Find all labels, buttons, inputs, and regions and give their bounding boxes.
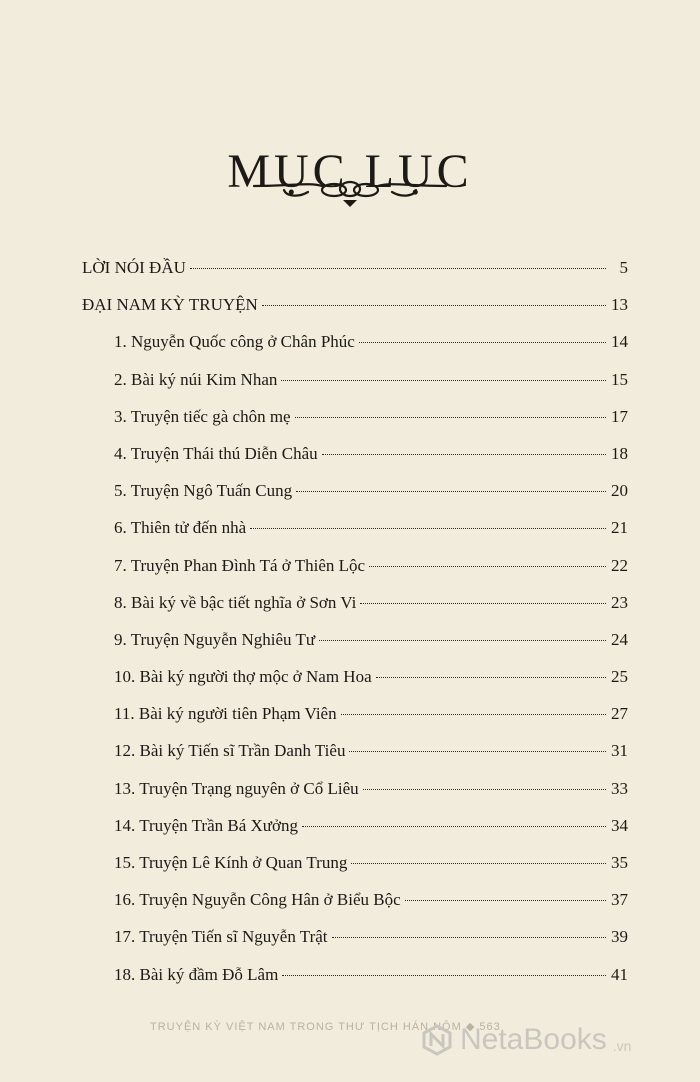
toc-entry (82, 407, 628, 444)
toc-entry (82, 370, 628, 407)
table-of-contents (82, 258, 628, 1002)
toc-entry-title: 12. Bài ký Tiến sĩ Trần Danh Tiêu (114, 741, 346, 761)
toc-entry-page: 27 (611, 704, 628, 724)
toc-entry-title: 18. Bài ký đầm Đỗ Lâm (114, 964, 279, 984)
dot-leader (190, 268, 606, 269)
toc-entry-page: 5 (619, 258, 628, 277)
toc-entry (82, 853, 628, 890)
dot-leader (295, 417, 606, 418)
toc-entry (82, 779, 628, 816)
toc-entry-title: 5. Truyện Ngô Tuấn Cung (114, 481, 293, 501)
toc-entry-title: 10. Bài ký người thợ mộc ở Nam Hoa (114, 667, 372, 687)
dot-leader (302, 826, 606, 827)
toc-entry-page: 18 (611, 443, 628, 463)
toc-entry (82, 667, 628, 704)
dot-leader (376, 677, 606, 678)
dot-leader (262, 305, 606, 306)
toc-entry-title: 6. Thiên tử đến nhà (114, 518, 247, 538)
toc-entry-page: 34 (611, 815, 628, 835)
watermark-logo (420, 1020, 631, 1060)
toc-entry-page: 23 (611, 592, 628, 612)
toc-entry-title: LỜI NÓI ĐẦU (82, 258, 186, 277)
page-title: MỤC LỤC (227, 145, 473, 199)
watermark-brand: NetaBooks (460, 1023, 607, 1056)
toc-entry-title: 3. Truyện tiếc gà chôn mẹ (114, 406, 291, 426)
dot-leader (349, 751, 606, 752)
toc-entry (82, 481, 628, 518)
dot-leader (322, 454, 606, 455)
dot-leader (341, 714, 606, 715)
dot-leader (282, 975, 606, 976)
toc-entry (82, 332, 628, 369)
toc-entry-title: 8. Bài ký về bậc tiết nghĩa ở Sơn Vi (114, 592, 357, 612)
toc-entry-title: 17. Truyện Tiến sĩ Nguyễn Trật (114, 927, 328, 947)
toc-entry (82, 816, 628, 853)
toc-entry-title: 9. Truyện Nguyễn Nghiêu Tư (114, 629, 316, 649)
toc-entry (82, 741, 628, 778)
dot-leader (359, 342, 606, 343)
toc-entry-page: 41 (611, 964, 628, 984)
toc-entry-title: 15. Truyện Lê Kính ở Quan Trung (114, 853, 348, 872)
dot-leader (351, 863, 606, 864)
toc-entry-page: 24 (611, 629, 628, 649)
toc-entry-page: 20 (611, 481, 628, 501)
toc-entry-page: 35 (611, 853, 628, 872)
toc-entry-title: 11. Bài ký người tiên Phạm Viên (114, 704, 337, 724)
toc-entry-page: 14 (611, 332, 628, 352)
netabooks-logo-icon (420, 1023, 454, 1057)
toc-entry (82, 556, 628, 593)
toc-entry-title: 13. Truyện Trạng nguyên ở Cổ Liêu (114, 778, 359, 798)
toc-entry-title: 2. Bài ký núi Kim Nhan (114, 369, 278, 389)
toc-entry (82, 927, 628, 964)
toc-entry (82, 704, 628, 741)
toc-entry-title: 14. Truyện Trần Bá Xưởng (114, 815, 298, 835)
toc-entry-title: 1. Nguyễn Quốc công ở Chân Phúc (114, 332, 355, 352)
toc-entry (82, 444, 628, 481)
toc-entry-title: 4. Truyện Thái thú Diễn Châu (114, 443, 318, 463)
dot-leader (405, 900, 606, 901)
dot-leader (363, 789, 606, 790)
toc-entry (82, 890, 628, 927)
toc-entry-page: 21 (611, 518, 628, 538)
toc-entry-page: 15 (611, 369, 628, 389)
dot-leader (250, 528, 606, 529)
toc-entry-title: ĐẠI NAM KỲ TRUYỆN (82, 295, 258, 315)
dot-leader (281, 380, 606, 381)
running-footer: TRUYỆN KỲ VIỆT NAM TRONG THƯ TỊCH HÁN NÔM ◆ 563 (150, 1021, 501, 1033)
dot-leader (319, 640, 606, 641)
dot-leader (332, 937, 606, 938)
toc-entry-page: 39 (611, 927, 628, 947)
toc-entry (82, 630, 628, 667)
toc-entry (82, 258, 628, 295)
toc-entry (82, 518, 628, 555)
dot-leader (360, 603, 606, 604)
ornament-divider (250, 172, 450, 212)
toc-entry-title: 7. Truyện Phan Đình Tá ở Thiên Lộc (114, 555, 366, 575)
toc-entry-page: 25 (611, 667, 628, 687)
toc-entry-page: 37 (611, 890, 628, 910)
toc-entry (82, 965, 628, 1002)
toc-entry-page: 22 (611, 555, 628, 575)
toc-entry-page: 33 (611, 778, 628, 798)
toc-entry-title: 16. Truyện Nguyễn Công Hân ở Biểu Bộc (114, 890, 401, 910)
toc-entry (82, 295, 628, 332)
watermark-suffix: .vn (612, 1038, 632, 1054)
toc-entry-page: 31 (611, 741, 628, 761)
toc-entry (82, 593, 628, 630)
dot-leader (369, 566, 606, 567)
toc-entry-page: 17 (611, 406, 628, 426)
dot-leader (296, 491, 606, 492)
toc-entry-page: 13 (611, 295, 628, 315)
